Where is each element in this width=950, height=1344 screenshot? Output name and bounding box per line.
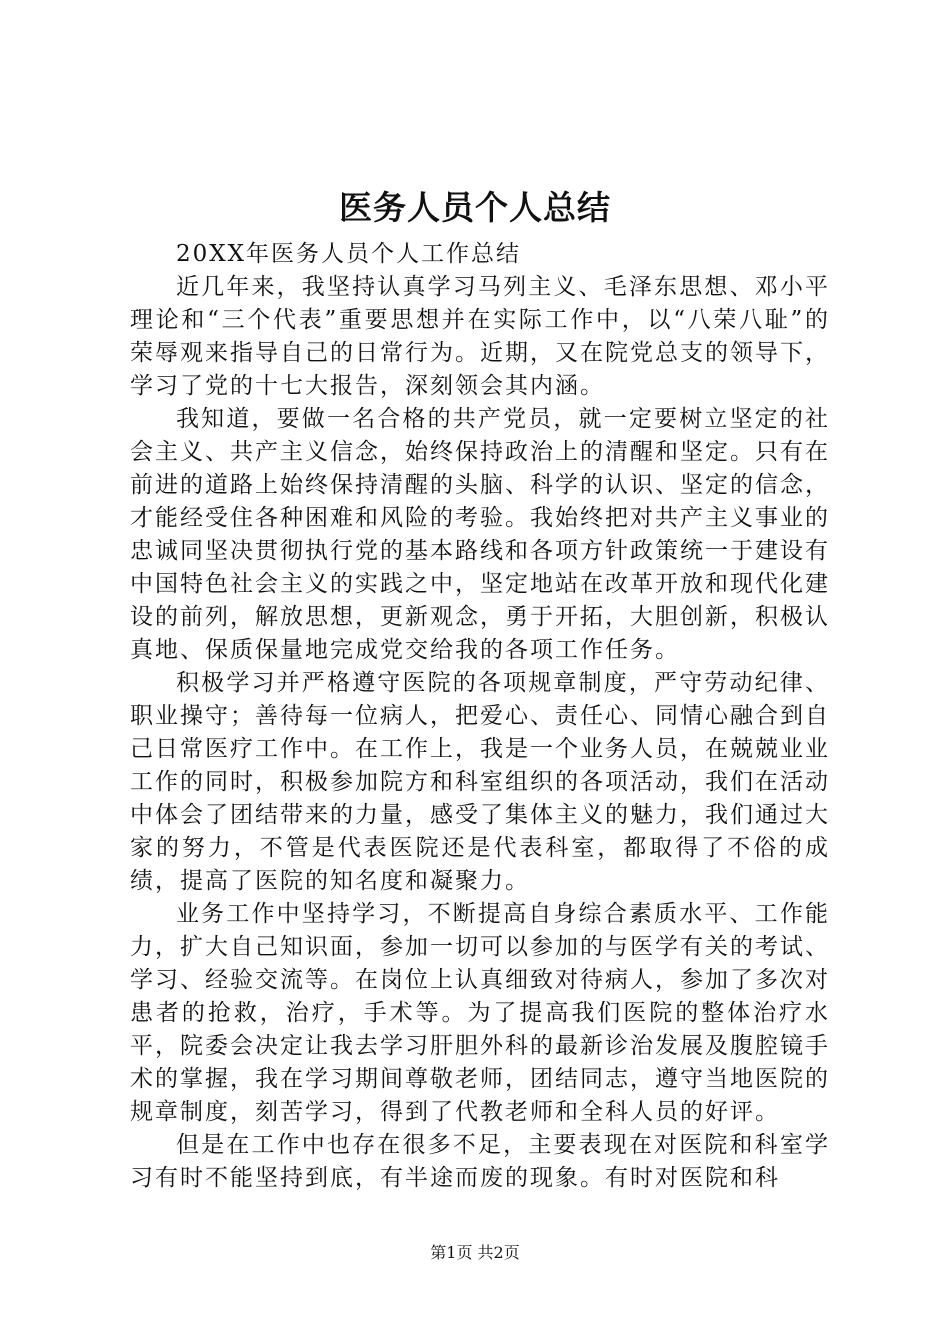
- page-footer: 第1页 共2页: [430, 1243, 520, 1262]
- paragraph: 近几年来，我坚持认真学习马列主义、毛泽东思想、邓小平理论和“三个代表”重要思想并在实际工作中，以“八荣八耻”的荣辱观来指导自己的日常行为。近期，又在院党总支的领导下，学习了党的十七大报告，深刻领会其内涵。: [130, 274, 830, 399]
- paragraph: 但是在工作中也存在很多不足，主要表现在对医院和科室学习有时不能坚持到底，有半途而废的现象。有时对医院和科: [130, 1132, 830, 1191]
- document-body: [130, 238, 830, 1195]
- paragraph: 业务工作中坚持学习，不断提高自身综合素质水平、工作能力，扩大自己知识面，参加一切可以参加的与医学有关的考试、学习、经验交流等。在岗位上认真细致对待病人，参加了多次对患者的抢救，治疗，手术等。为了提高我们医院的整体治疗水平，院委会决定让我去学习肝胆外科的最新诊治发展及腹腔镜手术的掌握，我在学习期间尊敬老师，团结同志，遵守当地医院的规章制度，刻苦学习，得到了代教老师和全科人员的好评。: [130, 901, 830, 1125]
- page-title: 医务人员个人总结: [339, 188, 611, 227]
- paragraph: 积极学习并严格遵守医院的各项规章制度，严守劳动纪律、职业操守；善待每一位病人，把爱心、责任心、同情心融合到自己日常医疗工作中。在工作上，我是一个业务人员，在兢兢业业工作的同时，积极参加院方和科室组织的各项活动，我们在活动中体会了团结带来的力量，感受了集体主义的魅力，我们通过大家的努力，不管是代表医院还是代表科室，都取得了不俗的成绩，提高了医院的知名度和凝聚力。: [130, 670, 830, 894]
- paragraph: 我知道，要做一名合格的共产党员，就一定要树立坚定的社会主义、共产主义信念，始终保持政治上的清醒和坚定。只有在前进的道路上始终保持清醒的头脑、科学的认识、坚定的信念，才能经受住各种困难和风险的考验。我始终把对共产主义事业的忠诚同坚决贯彻执行党的基本路线和各项方针政策统一于建设有中国特色社会主义的实践之中，坚定地站在改革开放和现代化建设的前列，解放思想，更新观念，勇于开拓，大胆创新，积极认真地、保质保量地完成党交给我的各项工作任务。: [130, 406, 830, 663]
- paragraph-subtitle: 20XX年医务人员个人工作总结: [176, 241, 522, 267]
